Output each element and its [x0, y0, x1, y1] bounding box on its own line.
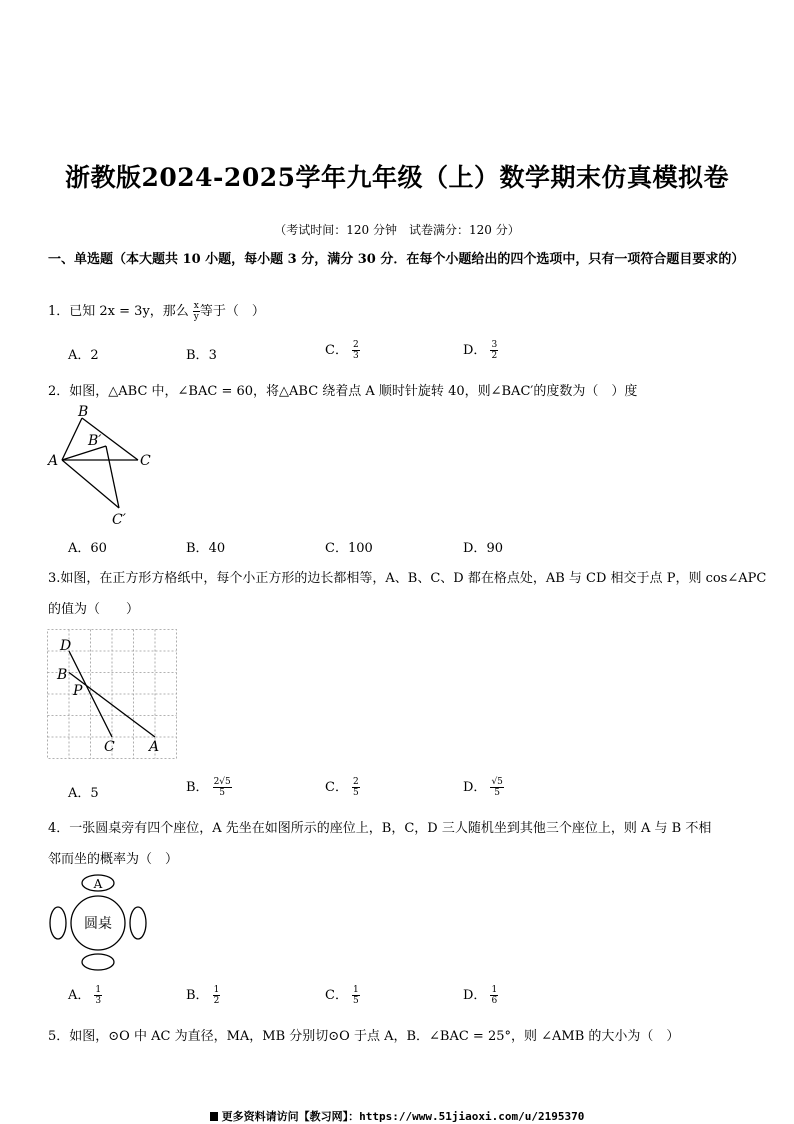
- square-grid-figure: [46, 628, 178, 760]
- question-3-stem: 3.如图，在正方形方格纸中，每个小正方形的边长都相等，A、B、C、D 都在格点处，AB 与 CD 相交于点 P，则 cos∠APC: [48, 571, 767, 586]
- question-3-option-d: D． $\frac{√5}{5}$: [463, 777, 503, 798]
- label-b: B: [57, 667, 68, 683]
- question-4-stem-line2: 邻而坐的概率为（ ）: [48, 852, 179, 867]
- label-b: B: [78, 404, 89, 420]
- question-2-option-d: D．90: [463, 541, 503, 556]
- question-1-option-b: B．3: [186, 348, 217, 363]
- question-3-option-b: B． $\frac{2√5}{5}$: [186, 777, 231, 798]
- question-3-stem-line2: 的值为（ ）: [48, 602, 140, 617]
- question-4-stem: 4．一张圆桌旁有四个座位，A 先坐在如图所示的座位上，B，C，D 三人随机坐到其他三个座位上，则 A 与 B 不相: [48, 821, 712, 836]
- label-d: D: [60, 638, 72, 654]
- question-5-stem: 5．如图，⊙O 中 AC 为直径，MA，MB 分别切⊙O 于点 A，B．∠BAC = 25°，则 ∠AMB 的大小为（ ）: [48, 1029, 680, 1044]
- question-4-option-a: A． $\frac{1}{3}$: [68, 985, 102, 1006]
- label-c: C: [104, 739, 115, 755]
- question-2-option-b: B．40: [186, 541, 226, 556]
- flag-icon: [210, 1112, 218, 1121]
- question-3-option-a: A．5: [68, 786, 99, 801]
- label-p: P: [73, 683, 83, 699]
- question-4-option-b: B． $\frac{1}{2}$: [186, 985, 220, 1006]
- label-a: A: [149, 739, 160, 755]
- question-1-stem: 1．已知 2x = 3y，那么 $\frac{x}{y}$ 等于（ ）: [48, 301, 265, 322]
- triangle-rotation-figure: [44, 402, 164, 528]
- question-1-option-d: D． $\frac{3}{2}$: [463, 340, 498, 361]
- question-1-option-a: A．2: [68, 348, 99, 363]
- exam-info: （考试时间：120 分钟 试卷满分：120 分）: [274, 223, 520, 237]
- seat-right: [130, 907, 146, 939]
- label-c-prime: C′: [112, 512, 126, 528]
- section-heading: 一、单选题（本大题共 10 小题，每小题 3 分，满分 30 分．在每个小题给出的四个选项中，只有一项符合题目要求的）: [48, 252, 745, 267]
- page-title: 浙教版2024-2025学年九年级（上）数学期末仿真模拟卷: [64, 163, 730, 192]
- label-b-prime: B′: [88, 433, 102, 449]
- round-table-figure: [46, 872, 152, 972]
- question-2-option-a: A．60: [68, 541, 107, 556]
- label-c: C: [140, 453, 151, 469]
- label-a: A: [48, 453, 59, 469]
- question-1-option-c: C． $\frac{2}{3}$: [325, 340, 359, 361]
- question-4-option-d: D． $\frac{1}{6}$: [463, 985, 498, 1006]
- question-3-option-c: C． $\frac{2}{5}$: [325, 777, 359, 798]
- seat-left: [50, 907, 66, 939]
- footer-link[interactable]: 更多资料请访问【教习网】：https://www.51jiaoxi.com/u/2195370: [0, 1108, 794, 1124]
- label-seat-a: A: [93, 877, 103, 891]
- fraction: $\frac{x}{y}$: [193, 301, 199, 322]
- seat-bottom: [82, 954, 114, 970]
- question-2-stem: 2．如图，△ABC 中，∠BAC = 60，将△ABC 绕着点 A 顺时针旋转 40，则∠BAC′的度数为（ ）度: [48, 384, 638, 399]
- label-table: 圆桌: [84, 916, 112, 932]
- question-2-option-c: C．100: [325, 541, 373, 556]
- question-4-option-c: C． $\frac{1}{5}$: [325, 985, 359, 1006]
